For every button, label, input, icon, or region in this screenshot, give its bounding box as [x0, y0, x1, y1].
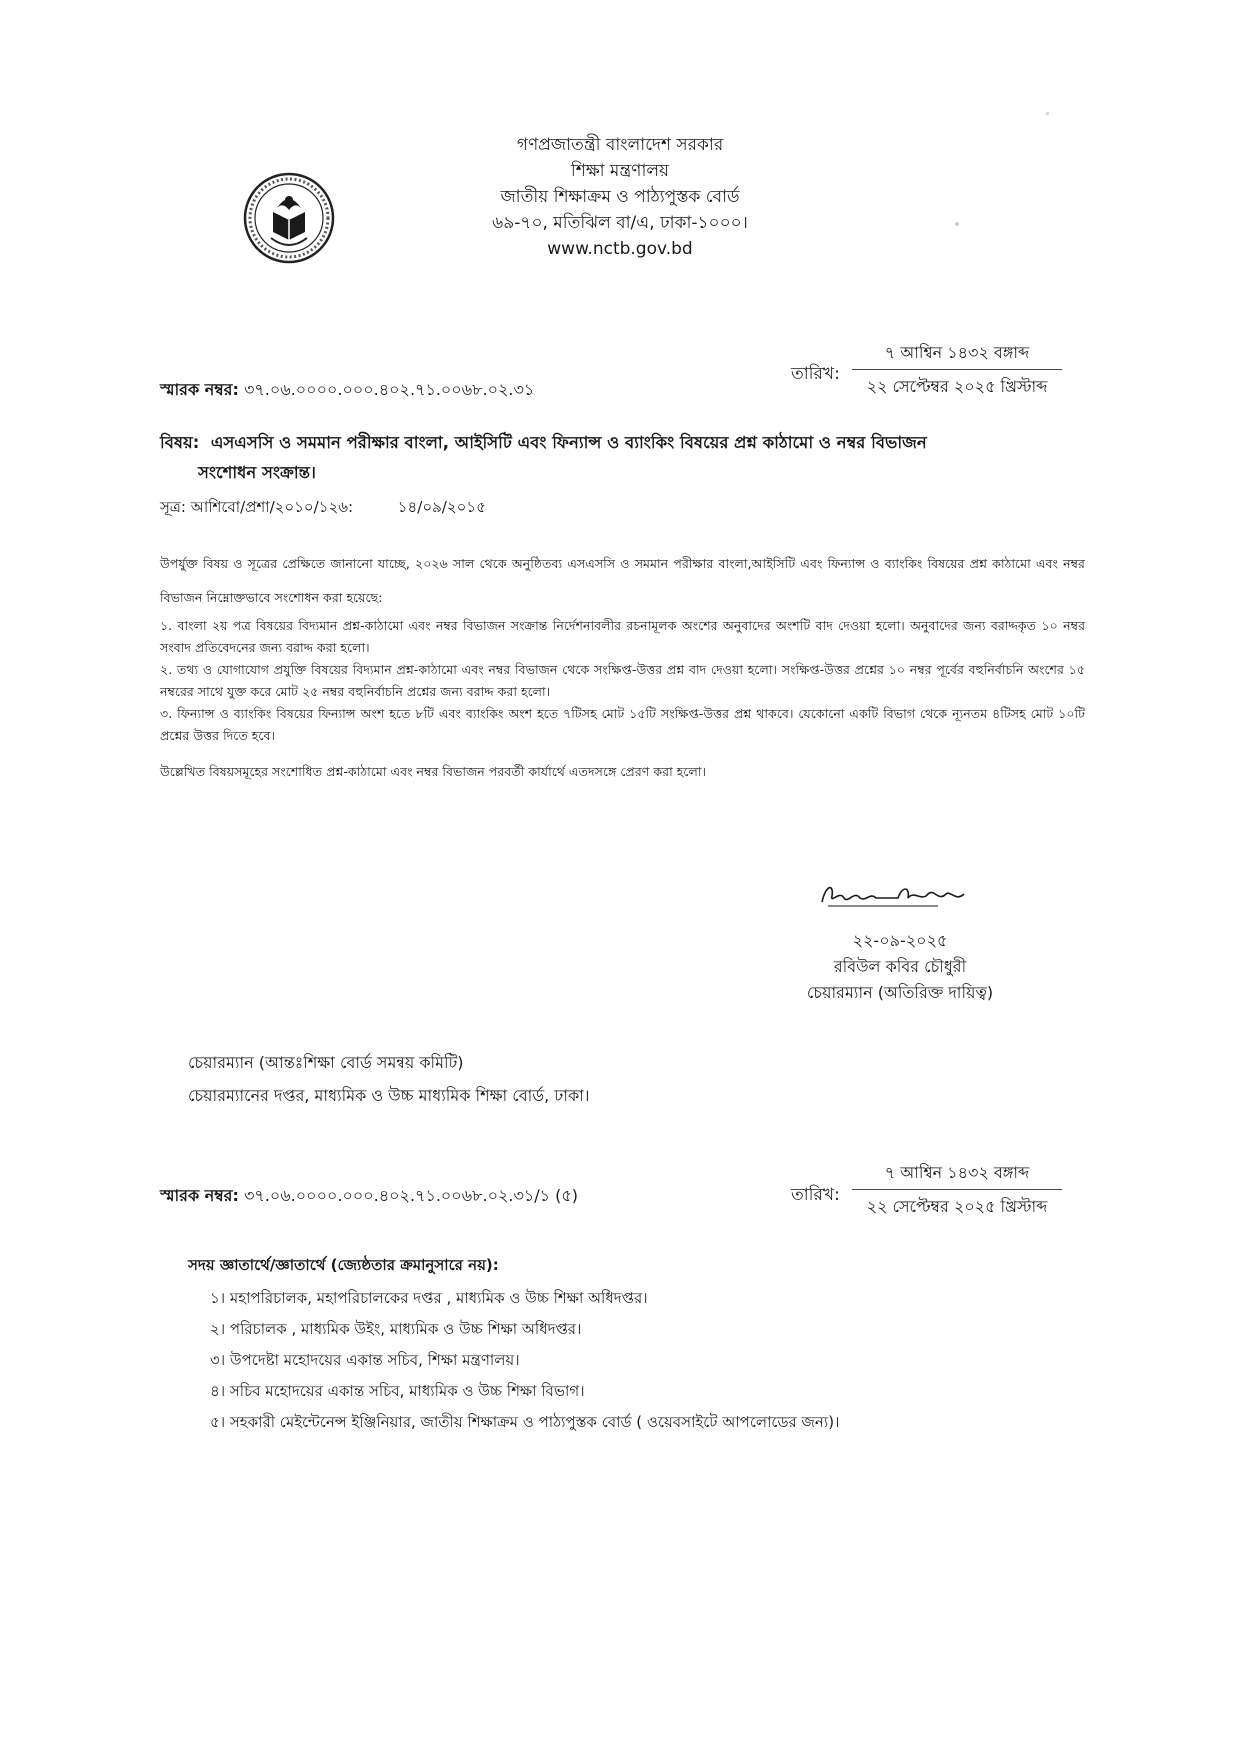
handwritten-signature [818, 876, 968, 912]
date-gregorian: ২২ সেপ্টেম্বর ২০২৫ খ্রিস্টাব্দ [866, 1197, 1048, 1216]
scan-speck [1046, 112, 1049, 115]
body-point-3: ৩. ফিন্যান্স ও ব্যাংকিং বিষয়ের ফিন্যান্স অংশ হতে ৮টি এবং ব্যাংকিং অংশ হতে ৭টিসহ মোট ১৫টি সংক্ষিপ্ত-উত্তর প্রশ্ন থাকবে। যেকোনো একটি বিভাগ থেকে ন্যূনতম ৪টিসহ মোট ১০টি প্রশ্নের উত্তর দিতে হবে। [160, 706, 1085, 743]
signatory-designation: চেয়ারম্যান (অতিরিক্ত দায়িত্ব) [806, 983, 994, 1002]
distribution-list [188, 1250, 1068, 1438]
subject-text-1: এসএসসি ও সমমান পরীক্ষার বাংলা, আইসিটি এবং ফিন্যান্স ও ব্যাংকিং বিষয়ের প্রশ্ন কাঠামো ও নম্বর বিভাজন [210, 433, 927, 452]
board-name: জাতীয় শিক্ষাক্রম ও পাঠ্যপুস্তক বোর্ড [500, 187, 740, 207]
memo-value: ৩৭.০৬.০০০০.০০০.৪০২.৭১.০০৬৮.০২.৩১ [243, 380, 535, 399]
distribution-item: ২। পরিচালক , মাধ্যমিক উইং, মাধ্যমিক ও উচ্চ শিক্ষা অধিদপ্তর। [210, 1320, 582, 1338]
subject-label: বিষয়: [160, 433, 200, 452]
body-point-2: ২. তথ্য ও যোগাযোগ প্রযুক্তি বিষয়ের বিদ্যমান প্রশ্ন-কাঠামো এবং নম্বর বিভাজন থেকে সংক্ষিপ্ত-উত্তর প্রশ্ন বাদ দেওয়া হলো। সংক্ষিপ্ত-উত্তর প্রশ্নের ১০ নম্বর পূর্বের বহুনির্বাচনি অংশের ১৫ নম্বরের সাথে যুক্ত করে মোট ২৫ নম্বর বহুনির্বাচনি প্রশ্নের জন্য বরাদ্দ করা হলো। [160, 662, 1085, 699]
distribution-item: ৫। সহকারী মেইন্টেনেন্স ইঞ্জিনিয়ার, জাতীয় শিক্ষাক্রম ও পাঠ্যপুস্তক বোর্ড ( ওয়েবসাইটে আপলোডের জন্য)। [210, 1413, 840, 1431]
board-address: ৬৯-৭০, মতিঝিল বা/এ, ঢাকা-১০০০। [492, 213, 748, 233]
date-block-2 [852, 1160, 1062, 1221]
subject-text-2: সংশোধন সংক্রান্ত। [198, 463, 316, 482]
distribution-item: ৪। সচিব মহোদয়ের একান্ত সচিব, মাধ্যমিক ও উচ্চ শিক্ষা বিভাগ। [210, 1382, 585, 1400]
date-block-1 [852, 340, 1062, 401]
memo-label: স্মারক নম্বর: [160, 380, 239, 399]
nctb-seal-logo [243, 172, 335, 264]
date-bengali: ৭ আশ্বিন ১৪৩২ বঙ্গাব্দ [852, 1160, 1062, 1190]
reference [160, 496, 486, 521]
recipient-line-1: চেয়ারম্যান (আন্তঃশিক্ষা বোর্ড সমন্বয় কমিটি) [188, 1053, 464, 1072]
memo-number-2 [160, 1183, 578, 1210]
govt-name: গণপ্রজাতন্ত্রী বাংলাদেশ সরকার [516, 135, 724, 155]
ministry-name: শিক্ষা মন্ত্রণালয় [570, 161, 670, 181]
recipient [188, 1046, 590, 1112]
distribution-item: ৩। উপদেষ্টা মহোদয়ের একান্ত সচিব, শিক্ষা মন্ত্রণালয়। [210, 1351, 520, 1369]
memo-label: স্মারক নম্বর: [160, 1186, 239, 1205]
body-closing: উল্লেখিত বিষয়সমূহের সংশোধিত প্রশ্ন-কাঠামো এবং নম্বর বিভাজন পরবর্তী কার্যার্থে এতদসঙ্গে প্রেরণ করা হলো। [160, 764, 706, 779]
reference-label: সূত্র: আশিবো/প্রশা/২০১০/১২৬: [160, 498, 354, 516]
signatory-name: রবিউল কবির চৌধুরী [833, 957, 967, 976]
reference-date: ১৪/০৯/২০১৫ [397, 498, 486, 516]
body-point-1: ১. বাংলা ২য় পত্র বিষয়ের বিদ্যমান প্রশ্ন-কাঠামো এবং নম্বর বিভাজন সংক্রান্ত নির্দেশনাবলীর রচনামূলক অংশের অনুবাদের অংশটি বাদ দেওয়া হলো। অনুবাদের জন্য বরাদ্দকৃত ১০ নম্বর সংবাদ প্রতিবেদনের জন্য বরাদ্দ করা হলো। [160, 618, 1085, 655]
letter-body [160, 547, 1085, 783]
date-label-1: তারিখ: [791, 364, 840, 384]
distribution-heading: সদয় জ্ঞাতার্থে/জ্ঞাতার্থে (জ্যেষ্ঠতার ক্রমানুসারে নয়): [188, 1256, 499, 1274]
memo-number-1 [160, 377, 534, 404]
date-label-2: তারিখ: [791, 1185, 840, 1205]
distribution-item: ১। মহাপরিচালক, মহাপরিচালকের দপ্তর , মাধ্যমিক ও উচ্চ শিক্ষা অধিদপ্তর। [210, 1289, 648, 1307]
body-intro: উপর্যুক্ত বিষয় ও সূত্রের প্রেক্ষিতে জানানো যাচ্ছে, ২০২৬ সাল থেকে অনুষ্ঠিতব্য এসএসসি ও সমমান পরীক্ষার বাংলা,আইসিটি এবং ফিন্যান্স ও ব্যাংকিং বিষয়ের প্রশ্ন কাঠামো এবং নম্বর বিভাজন নিম্নোক্তভাবে সংশোধন করা হয়েছে: [160, 556, 1085, 605]
recipient-line-2: চেয়ারম্যানের দপ্তর, মাধ্যমিক ও উচ্চ মাধ্যমিক শিক্ষা বোর্ড, ঢাকা। [188, 1086, 590, 1105]
subject [160, 428, 1080, 488]
signature-block [760, 928, 1040, 1006]
scan-speck [955, 222, 959, 226]
date-gregorian: ২২ সেপ্টেম্বর ২০২৫ খ্রিস্টাব্দ [866, 377, 1048, 396]
date-bengali: ৭ আশ্বিন ১৪৩২ বঙ্গাব্দ [852, 340, 1062, 370]
letterhead [420, 132, 820, 262]
signature-date: ২২-০৯-২০২৫ [852, 931, 948, 950]
memo-value: ৩৭.০৬.০০০০.০০০.৪০২.৭১.০০৬৮.০২.৩১/১ (৫) [243, 1186, 578, 1205]
board-website[interactable]: www.nctb.gov.bd [547, 239, 693, 259]
